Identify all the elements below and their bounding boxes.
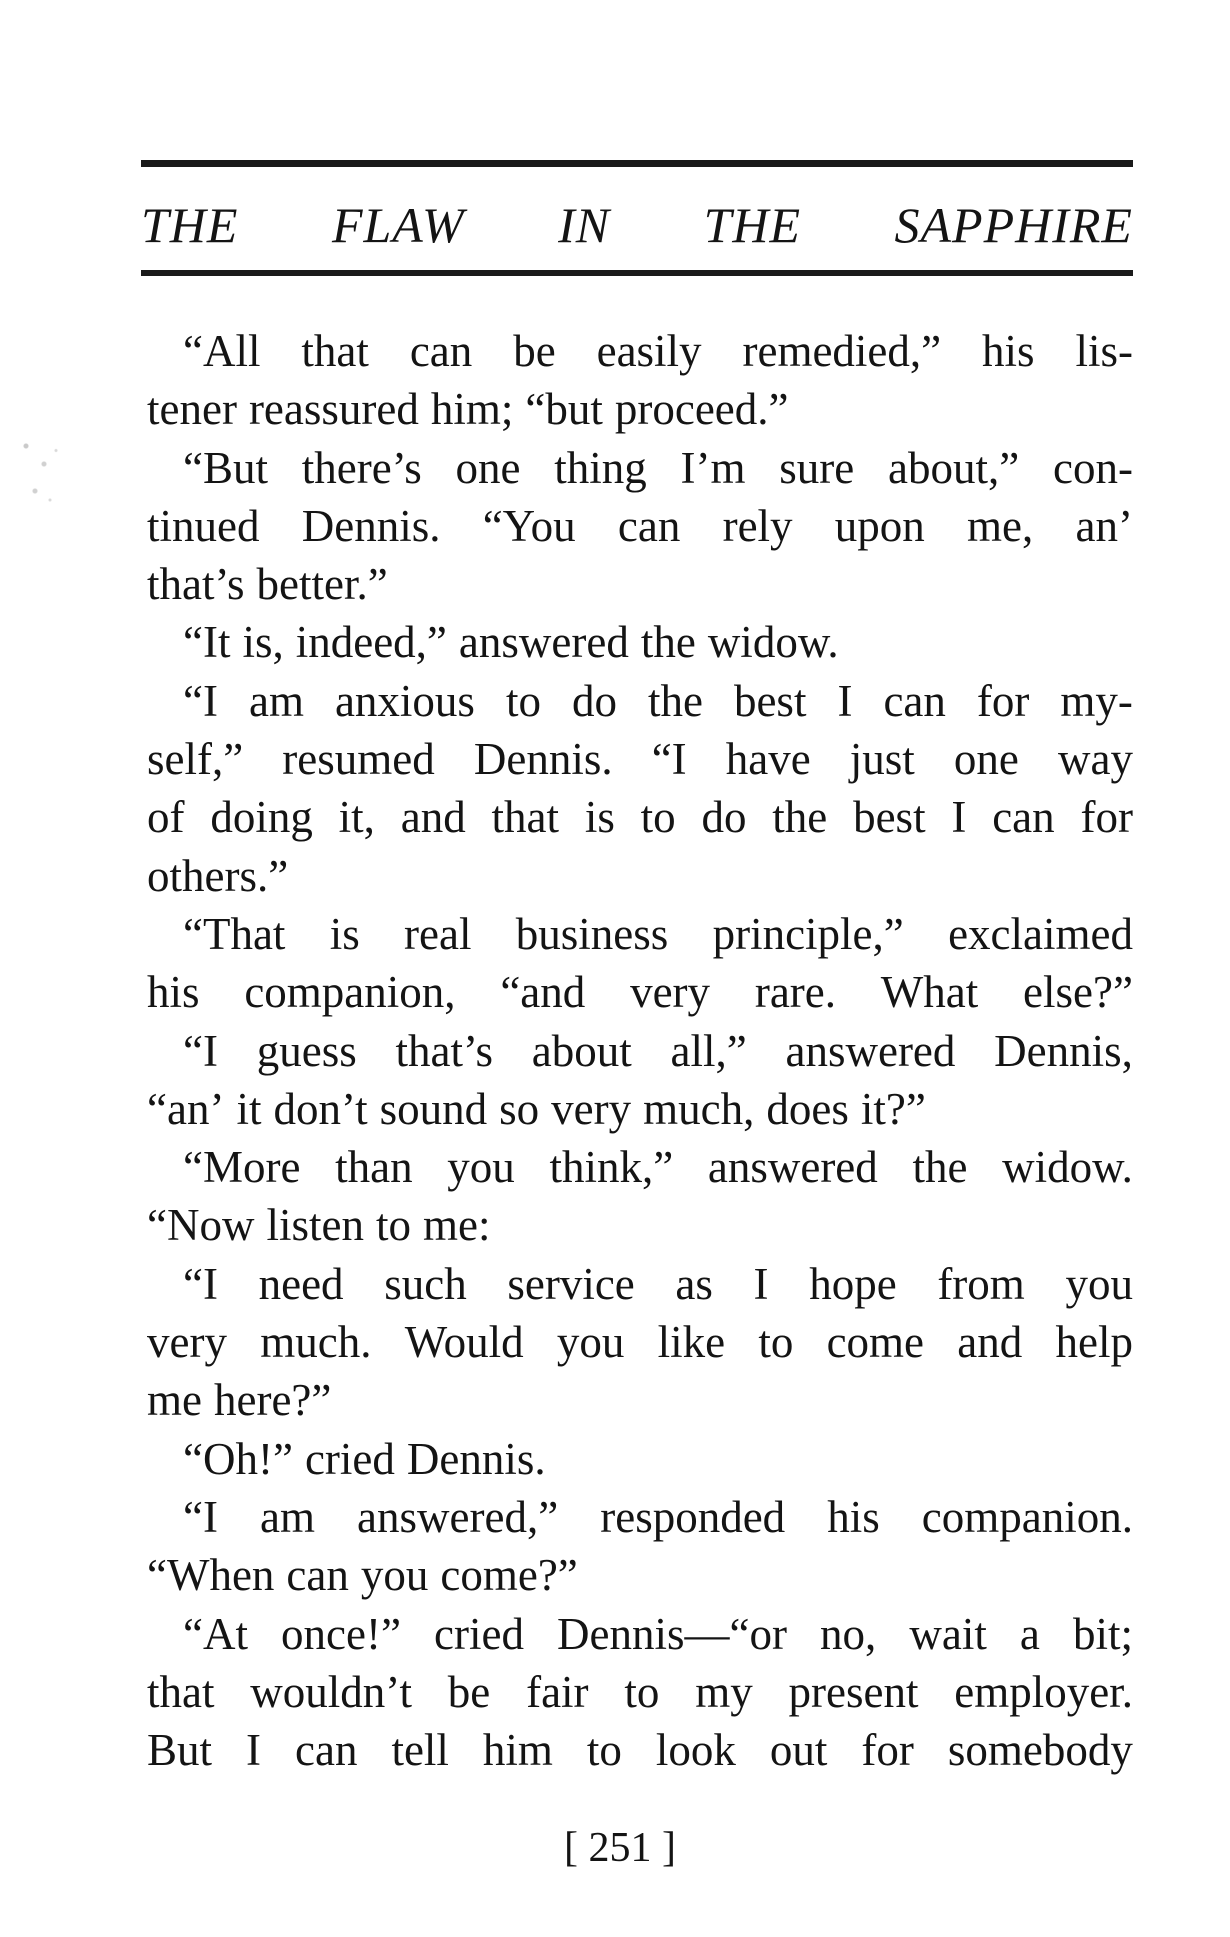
text-word: have <box>725 734 811 785</box>
text-word: anxious <box>334 675 475 726</box>
header-rule-bottom <box>141 270 1133 276</box>
text-word: business <box>515 908 669 959</box>
text-word: cried <box>434 1608 524 1659</box>
text-word: very <box>551 1083 632 1134</box>
text-line <box>147 788 1133 846</box>
text-word: But <box>147 1725 213 1776</box>
text-word: out <box>769 1725 828 1776</box>
text-word: no, <box>820 1608 877 1659</box>
text-word: tell <box>391 1725 449 1776</box>
text-word: his <box>147 967 200 1018</box>
text-word: answered <box>458 617 629 668</box>
text-word: better.” <box>256 559 388 610</box>
text-word: Dennis. <box>406 1433 546 1484</box>
text-word: wouldn’t <box>250 1666 412 1717</box>
text-word: me: <box>422 1200 491 1251</box>
text-word: and <box>400 792 466 843</box>
text-word: from <box>937 1258 1025 1309</box>
running-head-word: IN <box>558 197 611 253</box>
text-word: way <box>1058 734 1133 785</box>
text-word: I <box>246 1725 262 1776</box>
text-word: I’m <box>680 442 746 493</box>
text-line <box>147 1255 1133 1313</box>
text-word: that <box>301 326 369 376</box>
text-line <box>147 1663 1133 1721</box>
text-word: than <box>335 1142 413 1193</box>
text-word: that <box>147 1666 215 1717</box>
text-word: remedied,” <box>742 326 942 376</box>
text-word: Dennis—“or <box>557 1608 787 1659</box>
text-word: am <box>260 1491 315 1542</box>
text-word: What <box>880 967 979 1018</box>
text-word: for <box>1080 792 1133 843</box>
text-word: others.” <box>147 850 289 901</box>
text-word: Dennis. <box>473 734 613 785</box>
text-word: once!” <box>281 1608 401 1659</box>
text-word: him <box>482 1725 553 1776</box>
text-line <box>147 613 1133 671</box>
text-line <box>147 1430 1133 1488</box>
text-word: to <box>640 792 676 843</box>
text-word: widow. <box>707 617 839 668</box>
text-word: that’s <box>395 1025 493 1076</box>
text-word: to <box>624 1666 660 1717</box>
running-head-word: SAPPHIRE <box>894 197 1133 253</box>
text-word: help <box>1055 1317 1133 1368</box>
text-word: “I <box>183 1491 218 1542</box>
text-word: exclaimed <box>948 908 1133 959</box>
text-word: I <box>753 1258 769 1309</box>
text-word: companion, <box>244 967 456 1018</box>
text-word: to <box>586 1725 622 1776</box>
text-word: it?” <box>860 1083 926 1134</box>
text-word: “That <box>183 908 286 959</box>
text-line <box>147 1138 1133 1196</box>
text-word: “It <box>183 617 231 668</box>
text-word: “Oh!” <box>183 1433 293 1484</box>
text-word: to <box>758 1317 794 1368</box>
text-word: as <box>675 1258 713 1309</box>
text-word: answered <box>707 1142 878 1193</box>
text-word: be <box>513 326 556 376</box>
text-word: “Now <box>147 1200 255 1251</box>
text-word: guess <box>256 1025 357 1076</box>
text-line <box>147 905 1133 963</box>
text-word: one <box>455 442 521 493</box>
text-word: Dennis. <box>301 500 441 551</box>
text-word: lis- <box>1075 326 1133 376</box>
text-word: widow. <box>1002 1142 1133 1193</box>
text-line <box>147 1605 1133 1663</box>
text-word: “More <box>183 1142 301 1193</box>
text-line <box>147 963 1133 1021</box>
text-word: else?” <box>1023 967 1133 1018</box>
text-word: me, <box>967 500 1034 551</box>
text-word: about,” <box>888 442 1020 493</box>
margin-speckle-mark <box>14 428 74 518</box>
text-word: sound <box>379 1083 488 1134</box>
text-word: easily <box>596 326 702 376</box>
text-word: reassured <box>248 384 419 435</box>
text-word: do <box>571 675 617 726</box>
text-word: much, <box>643 1083 755 1134</box>
text-word: is, <box>242 617 284 668</box>
text-word: about <box>531 1025 632 1076</box>
text-word: resumed <box>282 734 435 785</box>
text-word: think,” <box>549 1142 674 1193</box>
text-line <box>147 1313 1133 1371</box>
text-word: to <box>505 675 541 726</box>
text-word: there’s <box>301 442 422 493</box>
text-word: don’t <box>273 1083 368 1134</box>
text-word: somebody <box>947 1725 1133 1776</box>
text-word: “I <box>183 1025 218 1076</box>
text-word: “but <box>525 384 603 435</box>
running-head-word: THE <box>703 197 802 253</box>
text-line <box>147 380 1133 438</box>
text-line <box>147 497 1133 555</box>
text-word: his <box>827 1491 880 1542</box>
text-line <box>147 1022 1133 1080</box>
text-word: you <box>447 1142 515 1193</box>
text-word: upon <box>834 500 925 551</box>
running-head-word: FLAW <box>331 197 465 253</box>
text-word: does <box>766 1083 849 1134</box>
text-line <box>147 439 1133 497</box>
text-word: listen <box>266 1200 364 1251</box>
text-word: can <box>286 1550 349 1601</box>
page-number: [ 251 ] <box>564 1825 676 1871</box>
text-word: so <box>499 1083 540 1134</box>
text-word: look <box>655 1725 736 1776</box>
text-word: “I <box>183 675 218 726</box>
text-word: very <box>630 967 711 1018</box>
text-word: hope <box>809 1258 897 1309</box>
text-word: that’s <box>147 559 245 610</box>
text-word: principle,” <box>712 908 904 959</box>
text-word: can <box>295 1725 358 1776</box>
text-word: can <box>992 792 1055 843</box>
text-word: can <box>409 326 473 376</box>
text-word: best <box>853 792 926 843</box>
text-word: here?” <box>213 1375 332 1426</box>
text-word: an’ <box>1075 500 1133 551</box>
text-line <box>147 847 1133 905</box>
text-word: for <box>976 675 1030 726</box>
text-word: indeed,” <box>295 617 447 668</box>
text-word: I <box>951 792 967 843</box>
text-word: I <box>837 675 853 726</box>
text-line <box>147 1488 1133 1546</box>
text-word: you <box>360 1550 429 1601</box>
text-word: for <box>861 1725 914 1776</box>
text-word: need <box>258 1258 344 1309</box>
text-word: Dennis, <box>994 1025 1133 1076</box>
text-line <box>147 1721 1133 1779</box>
text-line <box>147 1371 1133 1429</box>
text-word: “But <box>183 442 268 493</box>
text-word: “I <box>651 734 687 785</box>
text-word: my <box>695 1666 753 1717</box>
header-rule-top <box>141 160 1133 167</box>
text-word: come?” <box>440 1550 578 1601</box>
running-head-word: THE <box>141 197 239 253</box>
text-word: fair <box>526 1666 589 1717</box>
text-word: best <box>733 675 807 726</box>
text-line <box>147 730 1133 788</box>
text-word: “an’ <box>147 1083 225 1134</box>
text-word: you <box>1065 1258 1133 1309</box>
text-line <box>147 1546 1133 1604</box>
text-word: the <box>640 617 696 668</box>
text-word: rely <box>722 500 793 551</box>
text-word: the <box>912 1142 968 1193</box>
text-word: me <box>147 1375 202 1426</box>
text-word: and <box>957 1317 1023 1368</box>
text-word: just <box>849 734 915 785</box>
text-word: con- <box>1052 442 1133 493</box>
text-word: can <box>617 500 681 551</box>
text-word: like <box>657 1317 726 1368</box>
text-word: can <box>883 675 946 726</box>
text-word: “When <box>147 1550 275 1601</box>
text-word: thing <box>554 442 647 493</box>
text-word: employer. <box>954 1666 1133 1717</box>
text-word: you <box>556 1317 625 1368</box>
text-word: cried <box>304 1433 395 1484</box>
text-line <box>147 1080 1133 1138</box>
text-word: “You <box>482 500 576 551</box>
body-text <box>147 322 1133 1779</box>
text-word: companion. <box>921 1491 1133 1542</box>
text-word: answered,” <box>357 1491 559 1542</box>
text-word: Would <box>404 1317 524 1368</box>
text-word: tinued <box>147 500 260 551</box>
text-word: of <box>147 792 185 843</box>
text-word: self,” <box>147 734 244 785</box>
text-word: bit; <box>1072 1608 1133 1659</box>
text-word: sure <box>779 442 855 493</box>
text-word: all,” <box>670 1025 747 1076</box>
text-word: is <box>329 908 360 959</box>
text-word: answered <box>785 1025 956 1076</box>
text-word: very <box>147 1317 227 1368</box>
text-word: doing <box>210 792 313 843</box>
text-word: it, <box>338 792 375 843</box>
text-word: do <box>701 792 747 843</box>
text-word: be <box>447 1666 491 1717</box>
text-word: real <box>404 908 472 959</box>
text-word: am <box>248 675 304 726</box>
text-word: “I <box>183 1258 218 1309</box>
text-word: tener <box>147 384 237 435</box>
text-word: proceed.” <box>614 384 789 435</box>
text-word: present <box>788 1666 919 1717</box>
text-word: “At <box>183 1608 248 1659</box>
text-word: his <box>982 326 1035 376</box>
text-line <box>147 1196 1133 1254</box>
text-word: much. <box>260 1317 372 1368</box>
text-line <box>147 672 1133 730</box>
text-word: a <box>1019 1608 1040 1659</box>
text-word: it <box>236 1083 262 1134</box>
text-word: wait <box>909 1608 987 1659</box>
text-word: is <box>584 792 615 843</box>
text-word: the <box>772 792 828 843</box>
text-word: come <box>826 1317 925 1368</box>
text-word: that <box>491 792 559 843</box>
text-word: responded <box>600 1491 786 1542</box>
text-line <box>147 322 1133 380</box>
text-word: my- <box>1060 675 1133 726</box>
text-word: “All <box>183 326 261 376</box>
text-line <box>147 555 1133 613</box>
text-word: the <box>647 675 703 726</box>
text-word: him; <box>430 384 514 435</box>
text-word: such <box>384 1258 467 1309</box>
text-word: to <box>375 1200 411 1251</box>
running-head-title <box>141 190 1133 260</box>
text-word: one <box>953 734 1019 785</box>
text-word: “and <box>500 967 586 1018</box>
text-word: rare. <box>754 967 836 1018</box>
text-word: service <box>507 1258 635 1309</box>
